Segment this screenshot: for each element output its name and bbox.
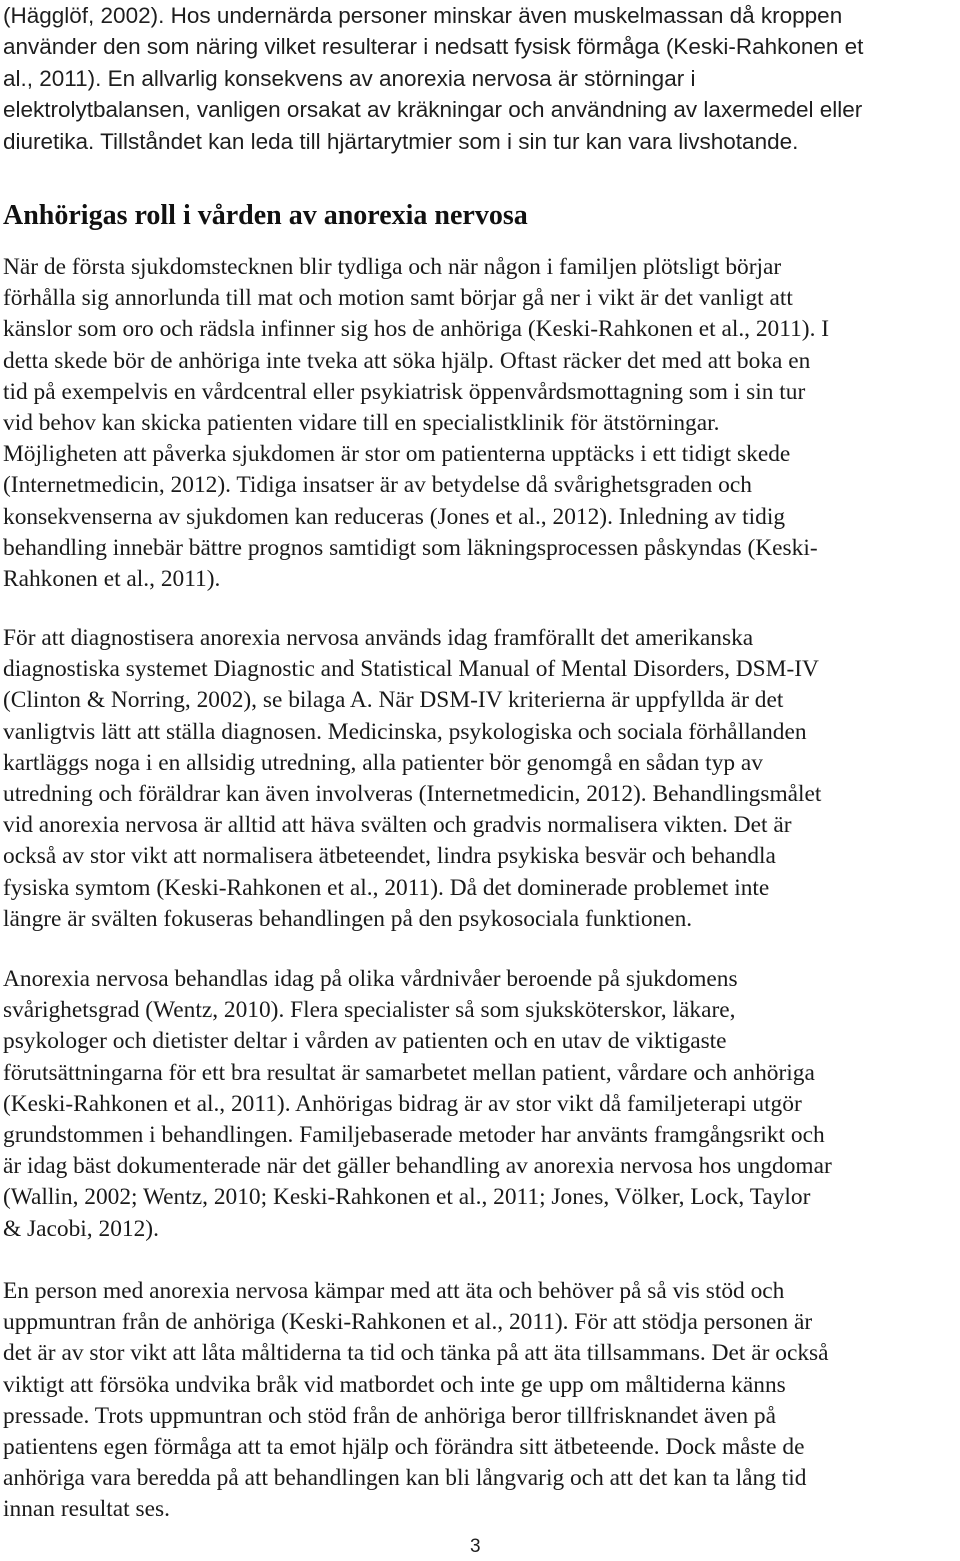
text-line: diagnostiska systemet Diagnostic and Statistical Manual of Mental Disorders, DSM-IV: [3, 656, 819, 683]
text-line: använder den som näring vilket resulterar i nedsatt fysisk förmåga (Keski-Rahkonen et: [3, 34, 864, 60]
text-line: (Keski-Rahkonen et al., 2011). Anhörigas bidrag är av stor vikt då familjeterapi utgör: [3, 1090, 802, 1117]
text-line: känslor som oro och rädsla infinner sig hos de anhöriga (Keski-Rahkonen et al., 2011). I: [3, 316, 830, 343]
text-line: grundstommen i behandlingen. Familjebaserade metoder har använts framgångsrikt och: [3, 1122, 825, 1149]
text-line: vanligtvis lätt att ställa diagnosen. Medicinska, psykologiska och sociala förhållanden: [3, 718, 807, 745]
text-line: svårighetsgrad (Wentz, 2010). Flera specialister så som sjuksköterskor, läkare,: [3, 997, 736, 1024]
text-line: det är av stor vikt att låta måltiderna ta tid och tänka på att äta tillsammans. Det är också: [3, 1340, 829, 1367]
text-line: (Wallin, 2002; Wentz, 2010; Keski-Rahkonen et al., 2011; Jones, Völker, Lock, Taylor: [3, 1184, 811, 1211]
text-line: förutsättningarna för ett bra resultat är samarbetet mellan patient, vårdare och anhöriga: [3, 1059, 815, 1086]
body-paragraph-4: [3, 1276, 959, 1526]
text-line: En person med anorexia nervosa kämpar med att äta och behöver på så vis stöd och: [3, 1278, 785, 1304]
text-line: psykologer och dietister deltar i vården av patienten och en utav de viktigaste: [3, 1028, 727, 1055]
text-line: längre är svälten fokuseras behandlingen på den psykosociala funktionen.: [3, 905, 693, 932]
text-line: fysiska symtom (Keski-Rahkonen et al., 2011). Då det dominerade problemet inte: [3, 874, 770, 901]
body-paragraph-3: [3, 964, 959, 1245]
intro-paragraph: [3, 0, 948, 157]
text-line: viktigt att försöka undvika bråk vid matbordet och inte ge upp om måltiderna känns: [3, 1371, 786, 1398]
text-line: Anorexia nervosa behandlas idag på olika vårdnivåer beroende på sjukdomens: [3, 966, 738, 992]
text-line: patientens egen förmåga att ta emot hjälp och förändra sitt ätbeteende. Dock måste de: [3, 1434, 805, 1461]
body-paragraph-2: [3, 623, 959, 935]
text-line: vid behov kan skicka patienten vidare till en specialistklinik för ätstörningar.: [3, 410, 720, 437]
text-line: pressade. Trots uppmuntran och stöd från de anhöriga beror tillfrisknandet även på: [3, 1402, 776, 1429]
page-number: 3: [470, 1536, 481, 1557]
text-line: behandling innebär bättre prognos samtidigt som läkningsprocessen påskyndas (Keski-: [3, 534, 818, 561]
text-line: också av stor vikt att normalisera ätbeteendet, lindra psykiska besvär och behandla: [3, 843, 776, 870]
text-line: Möjligheten att påverka sjukdomen är stor om patienterna upptäcks i ett tidigt skede: [3, 441, 791, 468]
text-line: förhålla sig annorlunda till mat och motion samt börjar gå ner i vikt är det vanligt att: [3, 285, 793, 312]
text-line: För att diagnostisera anorexia nervosa används idag framförallt det amerikanska: [3, 625, 754, 651]
text-line: konsekvenserna av sjukdomen kan reduceras (Jones et al., 2012). Inledning av tidig: [3, 503, 786, 530]
text-line: (Clinton & Norring, 2002), se bilaga A. När DSM-IV kriterierna är uppfyllda är det: [3, 687, 784, 714]
text-line: tid på exempelvis en vårdcentral eller psykiatrisk öppenvårdsmottagning som i sin tur: [3, 378, 806, 405]
text-line: innan resultat ses.: [3, 1496, 170, 1523]
text-line: (Hägglöf, 2002). Hos undernärda personer minskar även muskelmassan då kroppen: [3, 3, 843, 28]
text-line: är idag bäst dokumenterade när det gäller behandling av anorexia nervosa hos ungdomar: [3, 1153, 832, 1180]
text-line: detta skede bör de anhöriga inte tveka att söka hjälp. Oftast räcker det med att boka en: [3, 347, 811, 374]
text-line: kartläggs noga i en allsidig utredning, alla patienter bör genomgå en sådan typ av: [3, 749, 763, 776]
text-line: elektrolytbalansen, vanligen orsakat av kräkningar och användning av laxermedel eller: [3, 97, 863, 123]
text-line: al., 2011). En allvarlig konsekvens av anorexia nervosa är störningar i: [3, 65, 696, 91]
text-line: uppmuntran från de anhöriga (Keski-Rahkonen et al., 2011). För att stödja personen är: [3, 1309, 813, 1336]
text-line: & Jacobi, 2012).: [3, 1215, 159, 1242]
text-line: anhöriga vara beredda på att behandlingen kan bli långvarig och att det kan ta lång tid: [3, 1465, 807, 1492]
text-line: (Internetmedicin, 2012). Tidiga insatser är av betydelse då svårighetsgraden och: [3, 472, 752, 499]
text-line: utredning och föräldrar kan även involveras (Internetmedicin, 2012). Behandlingsmålet: [3, 781, 822, 808]
text-line: När de första sjukdomstecknen blir tydliga och när någon i familjen plötsligt börjar: [3, 254, 782, 280]
section-heading: Anhörigas roll i vården av anorexia nervosa: [3, 200, 528, 231]
text-line: Rahkonen et al., 2011).: [3, 566, 221, 593]
text-line: diuretika. Tillståndet kan leda till hjärtarytmier som i sin tur kan vara livshotande.: [3, 128, 799, 154]
text-line: vid anorexia nervosa är alltid att häva svälten och gradvis normalisera vikten. Det är: [3, 812, 792, 839]
body-paragraph-1: [3, 252, 959, 595]
